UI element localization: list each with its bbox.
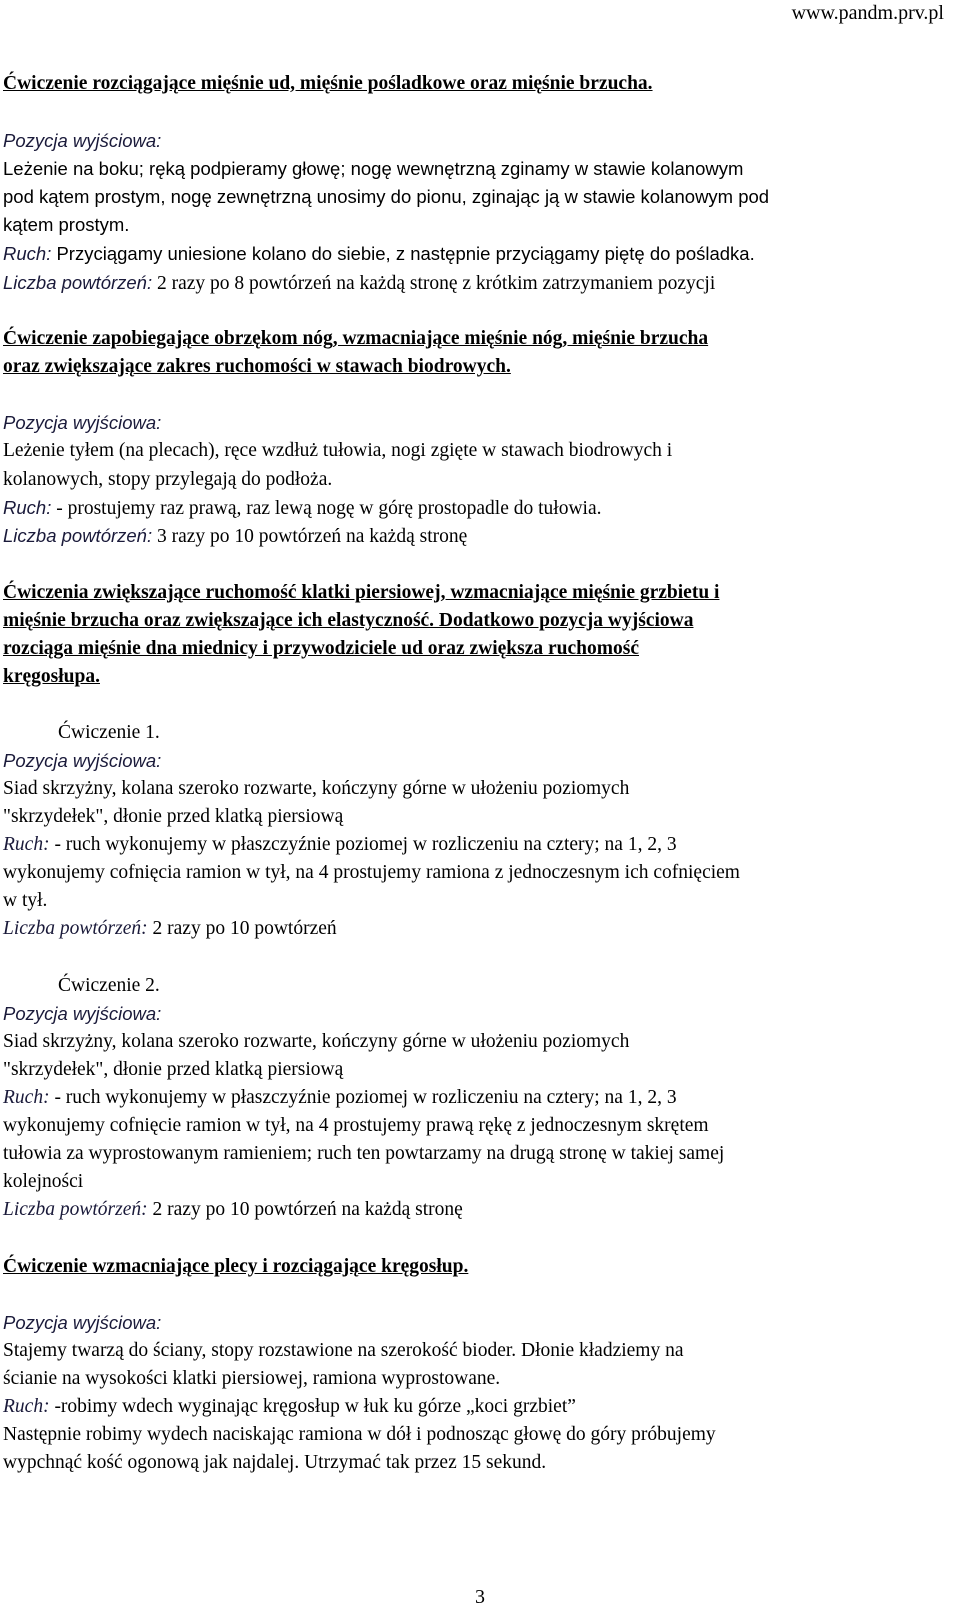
section2-position-line: Leżenie tyłem (na plecach), ręce wzdłuż tułowia, nogi zgięte w stawach biodrowych i [3, 440, 673, 461]
exercise2-movement-line: tułowia za wyprostowanym ramieniem; ruch ten powtarzamy na drugą stronę w takiej samej [3, 1143, 725, 1164]
reps-label: Liczba powtórzeń: [3, 918, 148, 939]
movement-text: Przyciągamy uniesione kolano do siebie, z następnie przyciągamy piętę do pośladka. [51, 243, 755, 264]
movement-label: Ruch: [3, 834, 50, 855]
section4-movement [3, 1393, 576, 1421]
section1-title: Ćwiczenie rozciągające mięśnie ud, mięśnie pośladkowe oraz mięśnie brzucha. [3, 73, 653, 94]
reps-text: 2 razy po 10 powtórzeń [147, 918, 337, 939]
exercise2-position-line: Siad skrzyżny, kolana szeroko rozwarte, kończyny górne w ułożeniu poziomych [3, 1031, 630, 1052]
section1-reps [3, 269, 715, 298]
movement-label: Ruch: [3, 1087, 50, 1108]
position-label: Pozycja wyjściowa: [3, 412, 162, 433]
reps-label: Liczba powtórzeń: [3, 1199, 148, 1220]
exercise2-movement [3, 1084, 677, 1112]
reps-label: Liczba powtórzeń: [3, 525, 153, 546]
section3-title: rozciąga mięśnie dna miednicy i przywodziciele ud oraz zwiększa ruchomość [3, 638, 640, 659]
section3-title: Ćwiczenia zwiększające ruchomość klatki piersiowej, wzmacniające mięśnie grzbietu i [3, 582, 720, 603]
exercise2-position-line: "skrzydełek", dłonie przed klatką piersiową [3, 1059, 344, 1080]
page-number: 3 [475, 1586, 485, 1608]
movement-text: - prostujemy raz prawą, raz lewą nogę w górę prostopadle do tułowia. [51, 498, 602, 519]
exercise1-title: Ćwiczenie 1. [58, 722, 160, 743]
section4-position-line: ścianie na wysokości klatki piersiowej, ramiona wyprostowane. [3, 1368, 501, 1389]
movement-label: Ruch: [3, 1396, 50, 1417]
reps-text: 3 razy po 10 powtórzeń na każdą stronę [152, 526, 468, 547]
movement-text: - ruch wykonujemy w płaszczyźnie poziomej w rozliczeniu na cztery; na 1, 2, 3 [49, 834, 677, 855]
position-label: Pozycja wyjściowa: [3, 750, 162, 771]
exercise1-reps [3, 915, 337, 943]
exercise1-movement-line: w tył. [3, 890, 48, 911]
section1-movement [3, 240, 755, 268]
section2-title: oraz zwiększające zakres ruchomości w stawach biodrowych. [3, 356, 511, 377]
exercise2-title: Ćwiczenie 2. [58, 975, 160, 996]
section1-position-line: Leżenie na boku; ręką podpieramy głowę; nogę wewnętrzną zginamy w stawie kolanowym [3, 158, 744, 179]
exercise2-movement-line: wykonujemy cofnięcie ramion w tył, na 4 prostujemy prawą rękę z jednoczesnym skrętem [3, 1115, 709, 1136]
exercise1-movement [3, 831, 677, 859]
section2-reps [3, 522, 467, 551]
position-label: Pozycja wyjściowa: [3, 130, 162, 151]
section3-title: kręgosłupa. [3, 666, 100, 687]
exercise1-movement-line: wykonujemy cofnięcia ramion w tył, na 4 prostujemy ramiona z jednoczesnym ich cofnięciem [3, 862, 740, 883]
reps-label: Liczba powtórzeń: [3, 272, 153, 293]
section2-title: Ćwiczenie zapobiegające obrzękom nóg, wzmacniające mięśnie nóg, mięśnie brzucha [3, 328, 709, 349]
exercise2-movement-line: kolejności [3, 1171, 84, 1192]
exercise1-position-line: Siad skrzyżny, kolana szeroko rozwarte, kończyny górne w ułożeniu poziomych [3, 778, 630, 799]
movement-label: Ruch: [3, 497, 52, 518]
reps-text: 2 razy po 8 powtórzeń na każdą stronę z krótkim zatrzymaniem pozycji [152, 273, 716, 294]
exercise2-reps [3, 1196, 463, 1224]
reps-text: 2 razy po 10 powtórzeń na każdą stronę [147, 1199, 463, 1220]
movement-text: - ruch wykonujemy w płaszczyźnie poziomej w rozliczeniu na cztery; na 1, 2, 3 [49, 1087, 677, 1108]
section2-movement [3, 494, 601, 523]
position-label: Pozycja wyjściowa: [3, 1312, 162, 1333]
website-header: www.pandm.prv.pl [791, 2, 944, 24]
section4-after-line: Następnie robimy wydech naciskając ramiona w dół i podnosząc głowę do góry próbujemy [3, 1424, 716, 1445]
exercise1-position-line: "skrzydełek", dłonie przed klatką piersiową [3, 806, 344, 827]
section1-position-line: pod kątem prostym, nogę zewnętrzną unosimy do pionu, zginając ją w stawie kolanowym pod [3, 186, 770, 207]
section4-position-line: Stajemy twarzą do ściany, stopy rozstawione na szerokość bioder. Dłonie kładziemy na [3, 1340, 684, 1361]
position-label: Pozycja wyjściowa: [3, 1003, 162, 1024]
section2-position-line: kolanowych, stopy przylegają do podłoża. [3, 469, 333, 490]
section4-title: Ćwiczenie wzmacniające plecy i rozciągające kręgosłup. [3, 1256, 469, 1277]
movement-label: Ruch: [3, 243, 52, 264]
section1-position-line: kątem prostym. [3, 214, 130, 235]
movement-text: -robimy wdech wyginając kręgosłup w łuk ku górze „koci grzbiet” [49, 1396, 576, 1417]
section4-after-line: wypchnąć kość ogonową jak najdalej. Utrzymać tak przez 15 sekund. [3, 1452, 547, 1473]
section3-title: mięśnie brzucha oraz zwiększające ich elastyczność. Dodatkowo pozycja wyjściowa [3, 610, 694, 631]
